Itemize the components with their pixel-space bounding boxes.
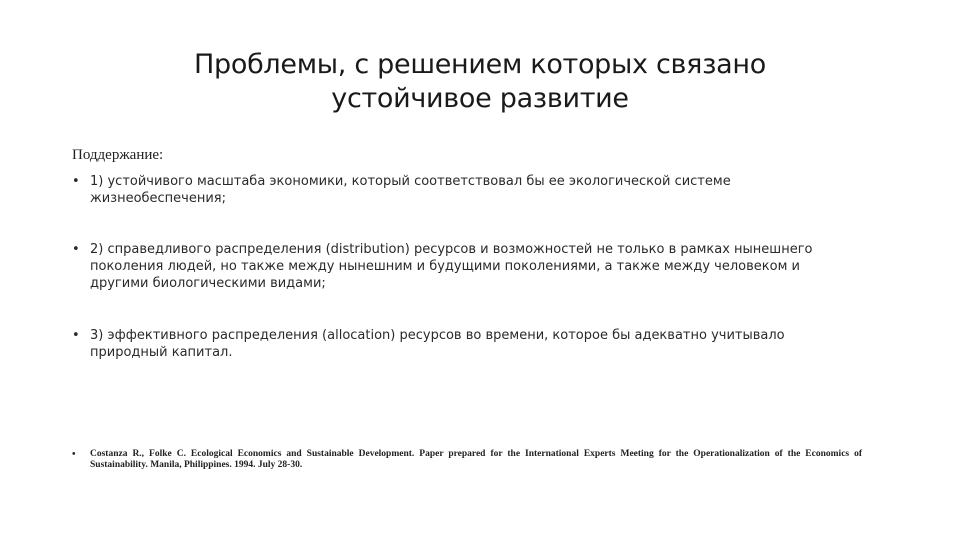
- bullet-marker: •: [72, 174, 80, 189]
- bullet-marker: •: [72, 328, 80, 343]
- bullet-marker: •: [72, 242, 80, 257]
- reference-text: Costanza R., Folke C. Ecological Economics and Sustainable Development. Paper prepared for the International Experts Meeting for the Operationalization of the Economics of Sustainability. Manila, Philippines. 1994. July 28-30.: [90, 449, 862, 470]
- bullet-item-3: [72, 327, 852, 361]
- bullet-item-1: [72, 173, 852, 207]
- bullet-text: 1) устойчивого масштаба экономики, который соответствовал бы ее экологической системе жизнеобеспечения;: [90, 174, 731, 206]
- bullet-marker: •: [72, 449, 76, 460]
- intro-text: Поддержание:: [72, 147, 164, 163]
- bullet-text: 2) справедливого распределения (distribution) ресурсов и возможностей не только в рамках нынешнего поколения людей, но также между нынешним и будущими поколениями, а также между человеком и другими биологическими видами;: [90, 242, 813, 291]
- bullet-item-2: [72, 241, 852, 292]
- slide-title: Проблемы, с решением которых связано устойчивое развитие: [194, 49, 766, 114]
- bullet-text: 3) эффективного распределения (allocation) ресурсов во времени, которое бы адекватно учитывало природный капитал.: [90, 328, 785, 360]
- reference-item: [72, 449, 862, 471]
